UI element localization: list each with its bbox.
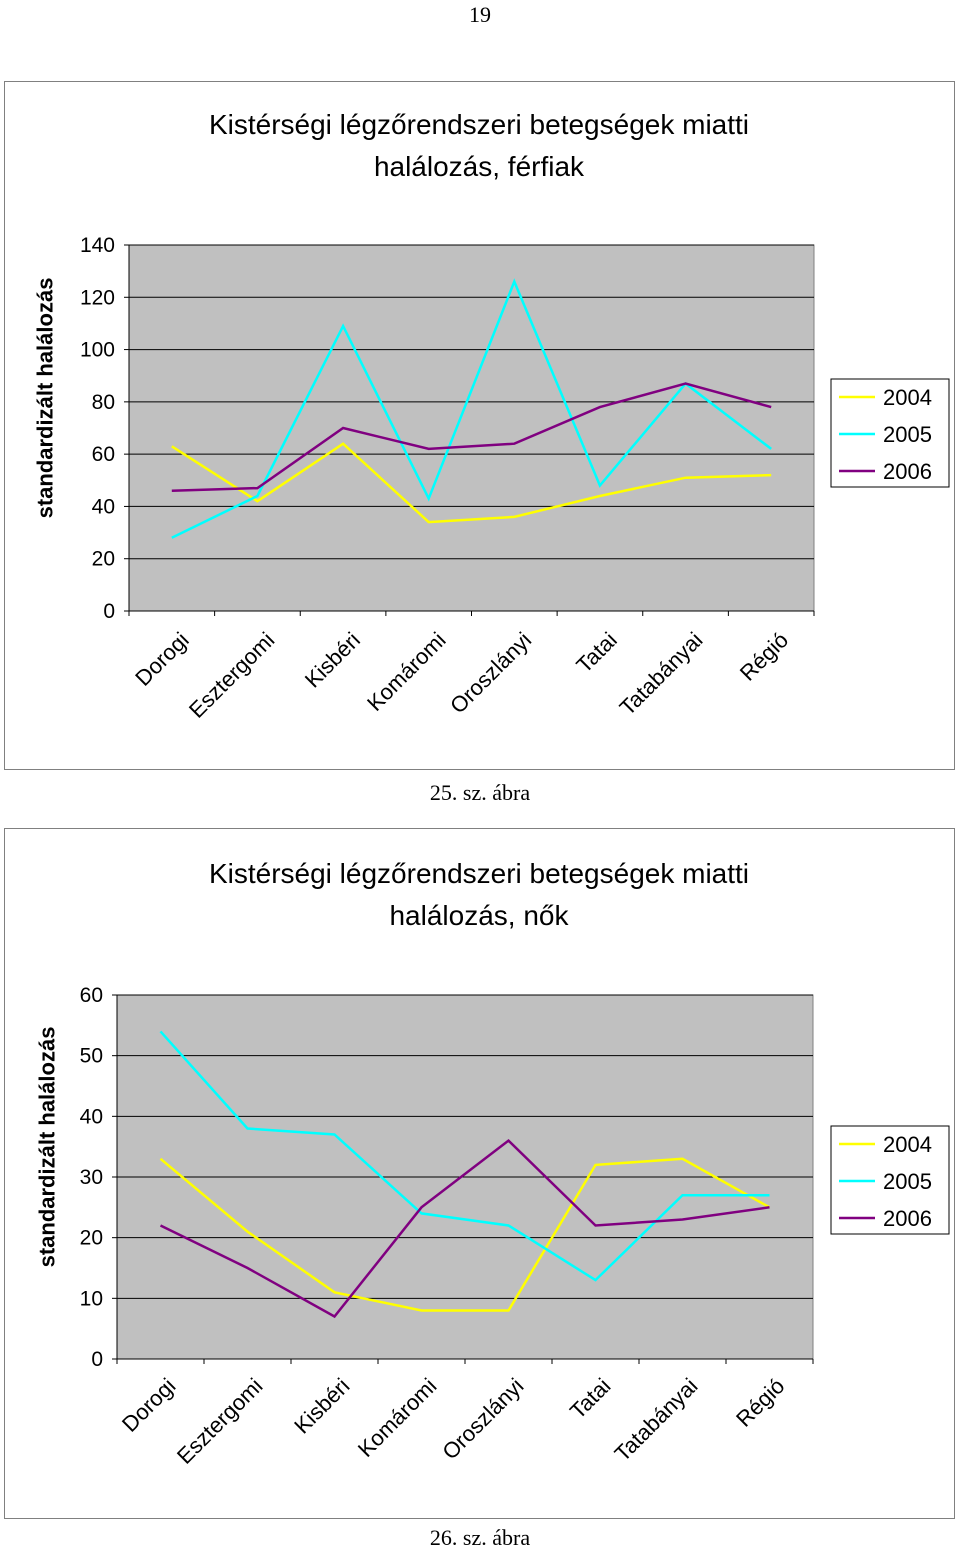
x-category-label: Oroszlányi bbox=[445, 627, 537, 719]
y-tick-label: 0 bbox=[103, 600, 115, 623]
y-tick-label: 20 bbox=[79, 1226, 103, 1250]
y-axis-label: standardizált halálozás bbox=[32, 277, 58, 519]
legend-label: 2006 bbox=[883, 1206, 932, 1231]
y-tick-label: 50 bbox=[79, 1044, 103, 1068]
x-category-label: Dorogi bbox=[130, 627, 194, 691]
legend-label: 2005 bbox=[883, 1169, 932, 1194]
chart-women bbox=[5, 829, 954, 1518]
x-category-label: Régió bbox=[734, 627, 794, 686]
x-category-label: Oroszlányi bbox=[437, 1373, 529, 1465]
x-category-label: Tatabányai bbox=[614, 627, 708, 721]
legend-label: 2005 bbox=[883, 422, 932, 447]
y-tick-label: 40 bbox=[91, 495, 115, 519]
x-category-label: Kisbéri bbox=[299, 627, 366, 693]
plot-area bbox=[129, 245, 814, 611]
x-category-label: Komáromi bbox=[352, 1373, 442, 1462]
x-category-label: Tatai bbox=[564, 1373, 616, 1424]
chart-title-line: Kistérségi légzőrendszeri betegségek miatti bbox=[208, 858, 750, 889]
figure-caption-26: 26. sz. ábra bbox=[429, 1525, 531, 1550]
y-tick-label: 30 bbox=[79, 1166, 103, 1189]
x-category-label: Esztergomi bbox=[183, 627, 280, 723]
chart-title-line: halálozás, nők bbox=[389, 900, 569, 931]
y-tick-label: 10 bbox=[79, 1287, 103, 1311]
y-tick-label: 0 bbox=[91, 1348, 103, 1371]
chart-women-frame bbox=[4, 828, 955, 1519]
legend-label: 2004 bbox=[883, 385, 932, 410]
chart-title-line: halálozás, férfiak bbox=[373, 151, 585, 182]
page-number: 19 bbox=[469, 2, 491, 27]
y-tick-label: 100 bbox=[79, 338, 115, 362]
y-tick-label: 80 bbox=[91, 390, 115, 414]
chart-title-line: Kistérségi légzőrendszeri betegségek miatti bbox=[208, 109, 750, 140]
figure-caption-25: 25. sz. ábra bbox=[429, 780, 531, 805]
y-tick-label: 140 bbox=[79, 234, 115, 257]
legend-label: 2006 bbox=[883, 459, 932, 484]
y-tick-label: 60 bbox=[79, 984, 103, 1007]
x-category-label: Kisbéri bbox=[289, 1373, 355, 1439]
x-category-label: Tatabányai bbox=[609, 1373, 703, 1467]
y-tick-label: 120 bbox=[79, 286, 115, 310]
y-tick-label: 20 bbox=[91, 547, 115, 571]
legend-label: 2004 bbox=[883, 1132, 932, 1157]
y-tick-label: 60 bbox=[91, 443, 115, 467]
x-category-label: Régió bbox=[731, 1373, 790, 1432]
chart-men-frame bbox=[4, 81, 955, 770]
y-axis-label: standardizált halálozás bbox=[34, 1026, 60, 1268]
x-category-label: Esztergomi bbox=[171, 1373, 268, 1469]
x-category-label: Komáromi bbox=[362, 627, 451, 716]
x-category-label: Dorogi bbox=[116, 1373, 181, 1437]
x-category-label: Tatai bbox=[571, 627, 622, 678]
chart-men bbox=[5, 82, 954, 769]
y-tick-label: 40 bbox=[79, 1105, 103, 1129]
